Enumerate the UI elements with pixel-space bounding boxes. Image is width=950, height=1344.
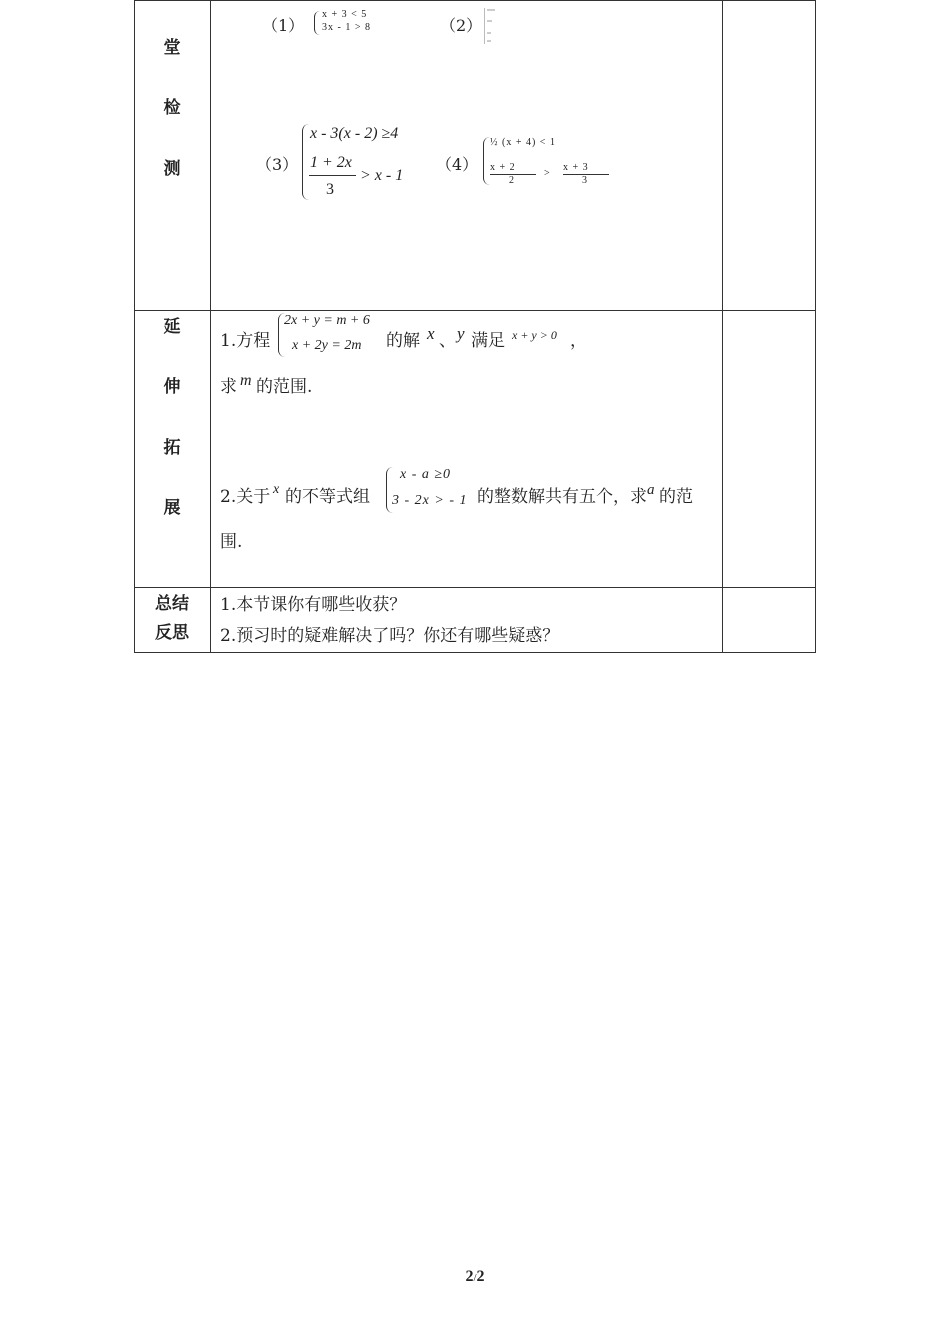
exercise-1-text: 的解 bbox=[386, 331, 420, 351]
exercise-2-text: 的范 bbox=[659, 487, 693, 507]
fraction-bar bbox=[309, 175, 356, 176]
row-label-char: 延 bbox=[163, 317, 181, 337]
exercise-2-text: 的不等式组 bbox=[285, 487, 370, 507]
brace-icon bbox=[314, 11, 320, 35]
exercise-1-eq2: x + 2y = 2m bbox=[292, 338, 362, 353]
problem-4-label: （4） bbox=[436, 155, 479, 174]
problem-4-frac-a-num: x + 2 bbox=[490, 162, 516, 173]
page-number bbox=[0, 1268, 950, 1286]
row-label-char: 堂 bbox=[163, 38, 181, 58]
row-label-char: 拓 bbox=[163, 438, 181, 458]
var-a: a bbox=[647, 482, 655, 498]
exercise-1-sep: 、 bbox=[439, 331, 456, 351]
problem-3-rhs: > x - 1 bbox=[360, 167, 404, 184]
exercise-2-eq1: x - a ≥0 bbox=[400, 467, 452, 482]
exercise-1-prefix: 1.方程 bbox=[220, 331, 271, 351]
row-label-char: 展 bbox=[163, 498, 181, 518]
row-label-char: 检 bbox=[163, 98, 181, 118]
page-current: 2 bbox=[465, 1268, 474, 1285]
var-x: x bbox=[273, 482, 280, 497]
reflection-question-2: 2.预习时的疑难解决了吗？你还有哪些疑惑？ bbox=[220, 626, 560, 646]
exercise-1-line2-end: 的范围. bbox=[256, 377, 313, 397]
problem-1-line1: x + 3 < 5 bbox=[322, 9, 368, 20]
problem-2-faint-system bbox=[484, 6, 498, 46]
problem-1-line2: 3x - 1 > 8 bbox=[322, 22, 371, 33]
var-x: x bbox=[427, 324, 435, 343]
exercise-2-line2: 围. bbox=[220, 532, 243, 552]
problem-3-line1: x - 3(x - 2) ≥4 bbox=[310, 125, 399, 142]
problem-1-label: （1） bbox=[262, 16, 305, 35]
exercise-1-condition: x + y > 0 bbox=[512, 328, 557, 342]
problem-4-gt: > bbox=[544, 168, 550, 179]
var-m: m bbox=[240, 372, 252, 389]
row-label-line: 总结 bbox=[155, 594, 189, 614]
exercise-2-eq2: 3 - 2x > - 1 bbox=[392, 493, 468, 508]
problem-4-line1: ½ (x + 4) < 1 bbox=[490, 137, 556, 148]
row-divider bbox=[134, 310, 816, 311]
problem-4-frac-b-num: x + 3 bbox=[563, 162, 589, 173]
column-divider bbox=[722, 0, 723, 653]
page-total: 2 bbox=[476, 1268, 485, 1285]
table-bottom-border bbox=[134, 652, 816, 653]
exercise-2-text: 的整数解共有五个，求 bbox=[477, 487, 647, 507]
problem-2-label: （2） bbox=[440, 16, 483, 35]
row-label-line: 反思 bbox=[155, 623, 189, 643]
exercise-1-text: 满足 bbox=[471, 331, 505, 351]
table-top-border bbox=[134, 0, 816, 1]
problem-3-label: （3） bbox=[256, 155, 299, 174]
problem-4-frac-a-den: 2 bbox=[509, 175, 514, 186]
page-separator: / bbox=[473, 1272, 477, 1284]
problem-4-frac-b-den: 3 bbox=[582, 175, 587, 186]
row-divider bbox=[134, 587, 816, 588]
reflection-question-1: 1.本节课你有哪些收获？ bbox=[220, 595, 407, 615]
problem-3-numerator: 1 + 2x bbox=[310, 154, 352, 171]
table-right-border bbox=[815, 0, 816, 653]
brace-icon bbox=[483, 137, 490, 185]
exercise-1-line2: 求 bbox=[220, 377, 237, 397]
row-label-char: 测 bbox=[163, 159, 181, 179]
exercise-2-prefix: 2.关于 bbox=[220, 487, 271, 507]
problem-3-denominator: 3 bbox=[326, 181, 334, 198]
exercise-1-comma: ， bbox=[570, 331, 587, 351]
brace-icon bbox=[302, 124, 309, 200]
column-divider bbox=[210, 0, 211, 653]
exercise-1-eq1: 2x + y = m + 6 bbox=[284, 313, 370, 328]
var-y: y bbox=[457, 324, 465, 343]
row-label-char: 伸 bbox=[163, 377, 181, 397]
